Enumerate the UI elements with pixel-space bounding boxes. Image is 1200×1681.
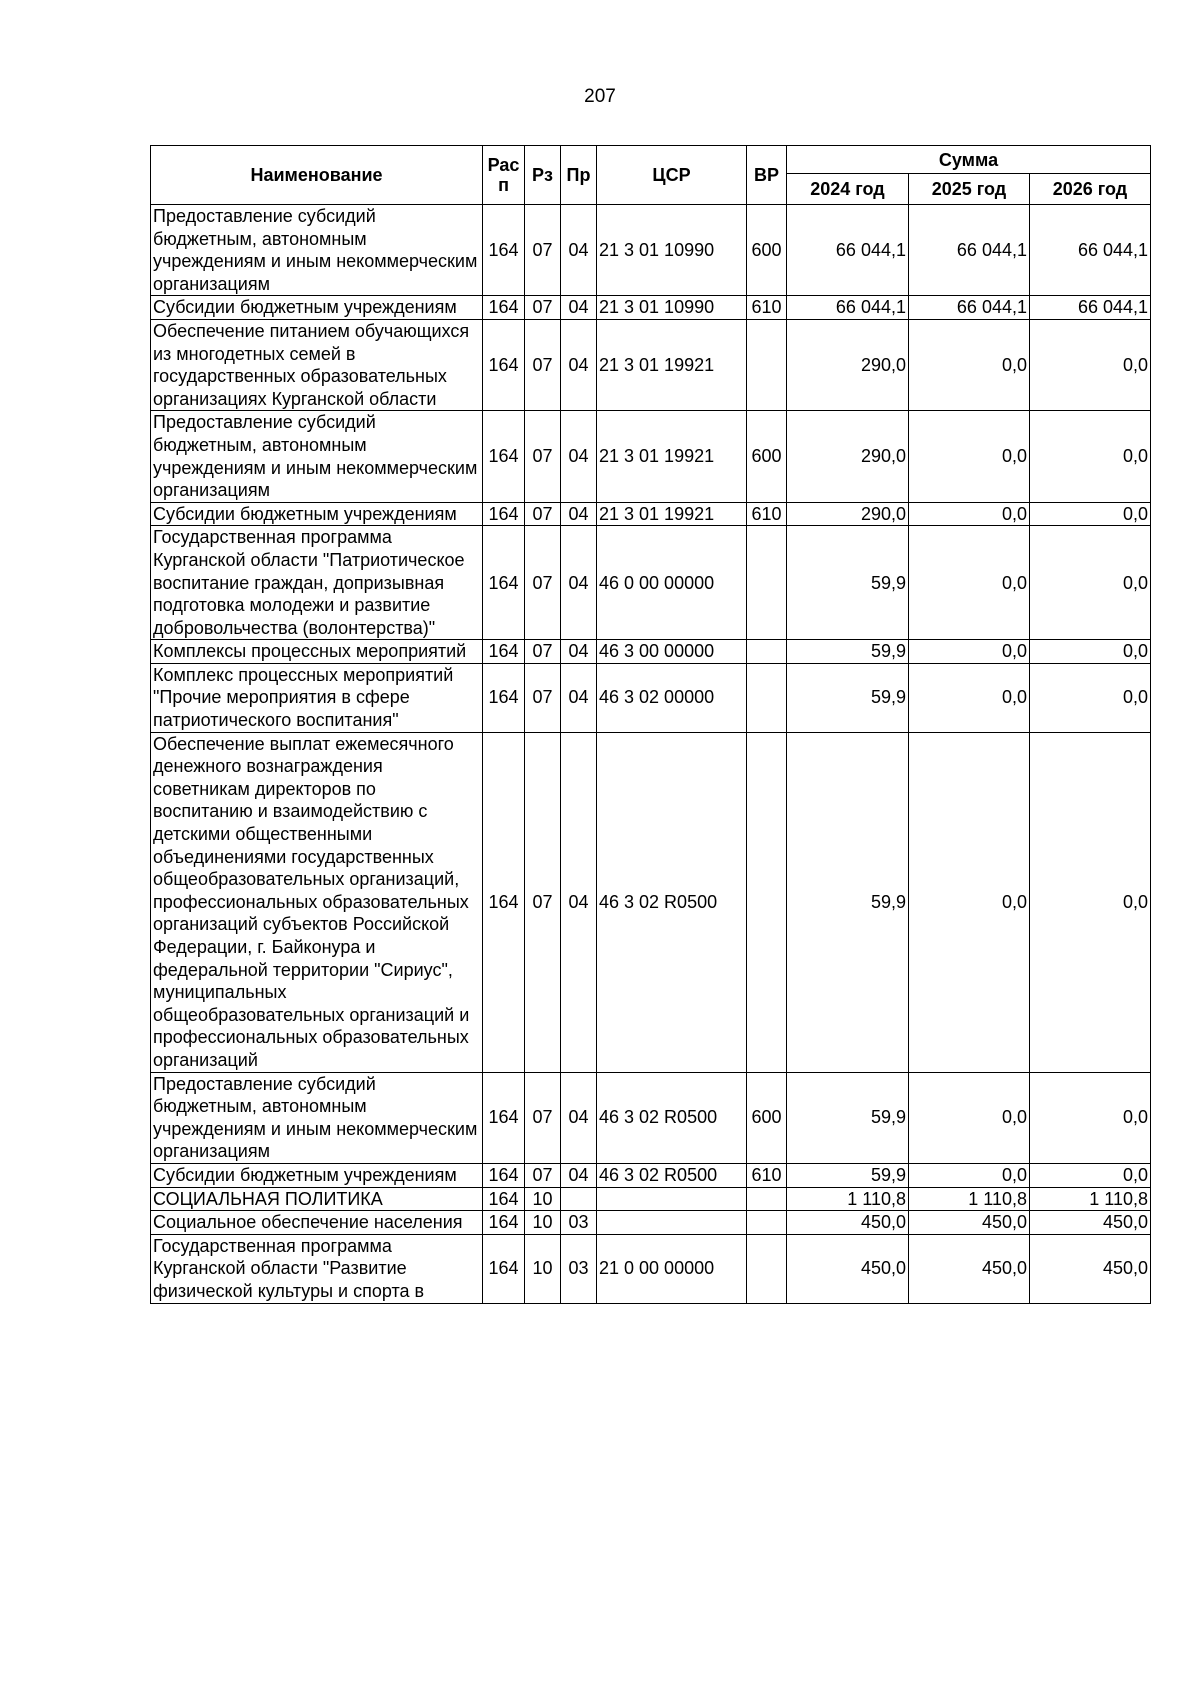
cell-2026: 1 110,8 — [1030, 1187, 1151, 1211]
cell-pr: 04 — [561, 296, 597, 320]
cell-csr: 46 3 02 R0500 — [597, 732, 747, 1072]
cell-pr — [561, 1187, 597, 1211]
cell-csr: 46 3 02 R0500 — [597, 1163, 747, 1187]
cell-vr — [747, 1234, 787, 1303]
table-header-row — [151, 146, 1151, 174]
cell-name: Обеспечение выплат ежемесячного денежного вознаграждения советникам директоров по воспитанию и взаимодействию с детскими общественными объединениями государственных общеобразовательных организаций, профессиональных образовательных организаций субъектов Российской Федерации, г. Байконура и федеральной территории "Сириус", муниципальных общеобразовательных организаций и профессиональных образовательных организаций — [151, 732, 483, 1072]
cell-rasp: 164 — [483, 663, 525, 732]
table-row — [151, 1234, 1151, 1303]
cell-vr: 600 — [747, 205, 787, 296]
cell-pr: 04 — [561, 1072, 597, 1163]
cell-vr: 610 — [747, 1163, 787, 1187]
cell-csr: 21 3 01 19921 — [597, 319, 747, 410]
cell-2024: 290,0 — [787, 319, 909, 410]
cell-rz: 10 — [525, 1211, 561, 1235]
page-number: 207 — [584, 86, 616, 107]
cell-2026: 0,0 — [1030, 526, 1151, 640]
cell-rz: 10 — [525, 1234, 561, 1303]
cell-vr — [747, 1211, 787, 1235]
cell-rz: 07 — [525, 502, 561, 526]
cell-pr: 04 — [561, 732, 597, 1072]
header-name: Наименование — [151, 146, 483, 205]
cell-rz: 07 — [525, 411, 561, 502]
cell-name: Государственная программа Курганской области "Патриотическое воспитание граждан, допризывная подготовка молодежи и развитие добровольчества (волонтерства)" — [151, 526, 483, 640]
cell-2026: 0,0 — [1030, 640, 1151, 664]
cell-2024: 450,0 — [787, 1211, 909, 1235]
cell-name: Предоставление субсидий бюджетным, автономным учреждениям и иным некоммерческим организациям — [151, 411, 483, 502]
cell-2025: 0,0 — [909, 640, 1030, 664]
cell-csr: 46 3 00 00000 — [597, 640, 747, 664]
cell-vr — [747, 663, 787, 732]
cell-2025: 0,0 — [909, 1072, 1030, 1163]
table-row — [151, 411, 1151, 502]
cell-csr: 46 0 00 00000 — [597, 526, 747, 640]
cell-csr: 46 3 02 R0500 — [597, 1072, 747, 1163]
header-2026: 2026 год — [1030, 174, 1151, 205]
cell-rz: 10 — [525, 1187, 561, 1211]
cell-rz: 07 — [525, 319, 561, 410]
cell-2025: 450,0 — [909, 1211, 1030, 1235]
budget-table — [150, 145, 1151, 1304]
cell-rasp: 164 — [483, 205, 525, 296]
cell-2026: 0,0 — [1030, 732, 1151, 1072]
cell-vr: 600 — [747, 1072, 787, 1163]
cell-vr — [747, 1187, 787, 1211]
cell-2026: 66 044,1 — [1030, 205, 1151, 296]
cell-rasp: 164 — [483, 411, 525, 502]
cell-rz: 07 — [525, 205, 561, 296]
table-row — [151, 732, 1151, 1072]
header-rz: Рз — [525, 146, 561, 205]
cell-pr: 04 — [561, 640, 597, 664]
cell-csr: 21 3 01 10990 — [597, 296, 747, 320]
cell-2025: 1 110,8 — [909, 1187, 1030, 1211]
cell-vr — [747, 319, 787, 410]
table-row — [151, 1163, 1151, 1187]
table-row — [151, 526, 1151, 640]
cell-2025: 66 044,1 — [909, 205, 1030, 296]
cell-name: Предоставление субсидий бюджетным, автономным учреждениям и иным некоммерческим организациям — [151, 205, 483, 296]
cell-pr: 04 — [561, 205, 597, 296]
cell-rasp: 164 — [483, 1211, 525, 1235]
cell-vr — [747, 640, 787, 664]
cell-rasp: 164 — [483, 296, 525, 320]
cell-2025: 0,0 — [909, 663, 1030, 732]
table-row — [151, 1072, 1151, 1163]
cell-rz: 07 — [525, 640, 561, 664]
cell-pr: 04 — [561, 411, 597, 502]
cell-pr: 03 — [561, 1234, 597, 1303]
header-pr: Пр — [561, 146, 597, 205]
cell-rasp: 164 — [483, 1072, 525, 1163]
table-row — [151, 319, 1151, 410]
cell-rz: 07 — [525, 526, 561, 640]
table-row — [151, 1187, 1151, 1211]
cell-2025: 0,0 — [909, 1163, 1030, 1187]
table-row — [151, 640, 1151, 664]
cell-2026: 0,0 — [1030, 411, 1151, 502]
cell-2024: 59,9 — [787, 1072, 909, 1163]
cell-2025: 0,0 — [909, 526, 1030, 640]
table-row — [151, 663, 1151, 732]
cell-2026: 0,0 — [1030, 663, 1151, 732]
cell-2025: 450,0 — [909, 1234, 1030, 1303]
cell-2026: 0,0 — [1030, 1163, 1151, 1187]
table-row — [151, 1211, 1151, 1235]
cell-csr — [597, 1211, 747, 1235]
cell-2025: 0,0 — [909, 319, 1030, 410]
cell-pr: 04 — [561, 1163, 597, 1187]
cell-rz: 07 — [525, 663, 561, 732]
cell-rz: 07 — [525, 1072, 561, 1163]
cell-2026: 0,0 — [1030, 502, 1151, 526]
cell-2024: 59,9 — [787, 526, 909, 640]
cell-rz: 07 — [525, 732, 561, 1072]
cell-name: Обеспечение питанием обучающихся из многодетных семей в государственных образовательных организациях Курганской области — [151, 319, 483, 410]
header-2025: 2025 год — [909, 174, 1030, 205]
cell-rz: 07 — [525, 296, 561, 320]
cell-name: СОЦИАЛЬНАЯ ПОЛИТИКА — [151, 1187, 483, 1211]
cell-name: Субсидии бюджетным учреждениям — [151, 502, 483, 526]
cell-name: Комплексы процессных мероприятий — [151, 640, 483, 664]
cell-2024: 59,9 — [787, 732, 909, 1072]
cell-csr — [597, 1187, 747, 1211]
cell-pr: 04 — [561, 319, 597, 410]
cell-rasp: 164 — [483, 319, 525, 410]
cell-rasp: 164 — [483, 1187, 525, 1211]
cell-name: Социальное обеспечение населения — [151, 1211, 483, 1235]
cell-2026: 450,0 — [1030, 1211, 1151, 1235]
cell-vr — [747, 526, 787, 640]
cell-pr: 04 — [561, 502, 597, 526]
cell-pr: 03 — [561, 1211, 597, 1235]
cell-csr: 21 0 00 00000 — [597, 1234, 747, 1303]
header-csr: ЦСР — [597, 146, 747, 205]
cell-csr: 46 3 02 00000 — [597, 663, 747, 732]
cell-2024: 450,0 — [787, 1234, 909, 1303]
cell-2026: 66 044,1 — [1030, 296, 1151, 320]
cell-rasp: 164 — [483, 640, 525, 664]
header-rasp: Рас п — [483, 146, 525, 205]
cell-2024: 59,9 — [787, 640, 909, 664]
cell-2024: 1 110,8 — [787, 1187, 909, 1211]
cell-rasp: 164 — [483, 502, 525, 526]
cell-pr: 04 — [561, 526, 597, 640]
cell-2026: 0,0 — [1030, 1072, 1151, 1163]
cell-2025: 0,0 — [909, 502, 1030, 526]
cell-vr: 610 — [747, 296, 787, 320]
cell-2025: 0,0 — [909, 411, 1030, 502]
cell-vr: 610 — [747, 502, 787, 526]
cell-2024: 59,9 — [787, 1163, 909, 1187]
cell-2024: 290,0 — [787, 411, 909, 502]
cell-2024: 66 044,1 — [787, 205, 909, 296]
cell-name: Субсидии бюджетным учреждениям — [151, 296, 483, 320]
cell-name: Государственная программа Курганской области "Развитие физической культуры и спорта в — [151, 1234, 483, 1303]
cell-rasp: 164 — [483, 1234, 525, 1303]
cell-2026: 0,0 — [1030, 319, 1151, 410]
cell-2024: 290,0 — [787, 502, 909, 526]
cell-name: Комплекс процессных мероприятий "Прочие мероприятия в сфере патриотического воспитания" — [151, 663, 483, 732]
cell-csr: 21 3 01 19921 — [597, 411, 747, 502]
table-row — [151, 502, 1151, 526]
cell-rasp: 164 — [483, 732, 525, 1072]
cell-rasp: 164 — [483, 1163, 525, 1187]
cell-name: Субсидии бюджетным учреждениям — [151, 1163, 483, 1187]
cell-vr: 600 — [747, 411, 787, 502]
header-sum: Сумма — [787, 146, 1151, 174]
header-vr: ВР — [747, 146, 787, 205]
cell-pr: 04 — [561, 663, 597, 732]
cell-csr: 21 3 01 10990 — [597, 205, 747, 296]
cell-2025: 0,0 — [909, 732, 1030, 1072]
cell-csr: 21 3 01 19921 — [597, 502, 747, 526]
header-2024: 2024 год — [787, 174, 909, 205]
table-row — [151, 296, 1151, 320]
cell-2024: 66 044,1 — [787, 296, 909, 320]
cell-name: Предоставление субсидий бюджетным, автономным учреждениям и иным некоммерческим организациям — [151, 1072, 483, 1163]
cell-2024: 59,9 — [787, 663, 909, 732]
cell-rasp: 164 — [483, 526, 525, 640]
cell-rz: 07 — [525, 1163, 561, 1187]
cell-2025: 66 044,1 — [909, 296, 1030, 320]
cell-vr — [747, 732, 787, 1072]
table-row — [151, 205, 1151, 296]
cell-2026: 450,0 — [1030, 1234, 1151, 1303]
